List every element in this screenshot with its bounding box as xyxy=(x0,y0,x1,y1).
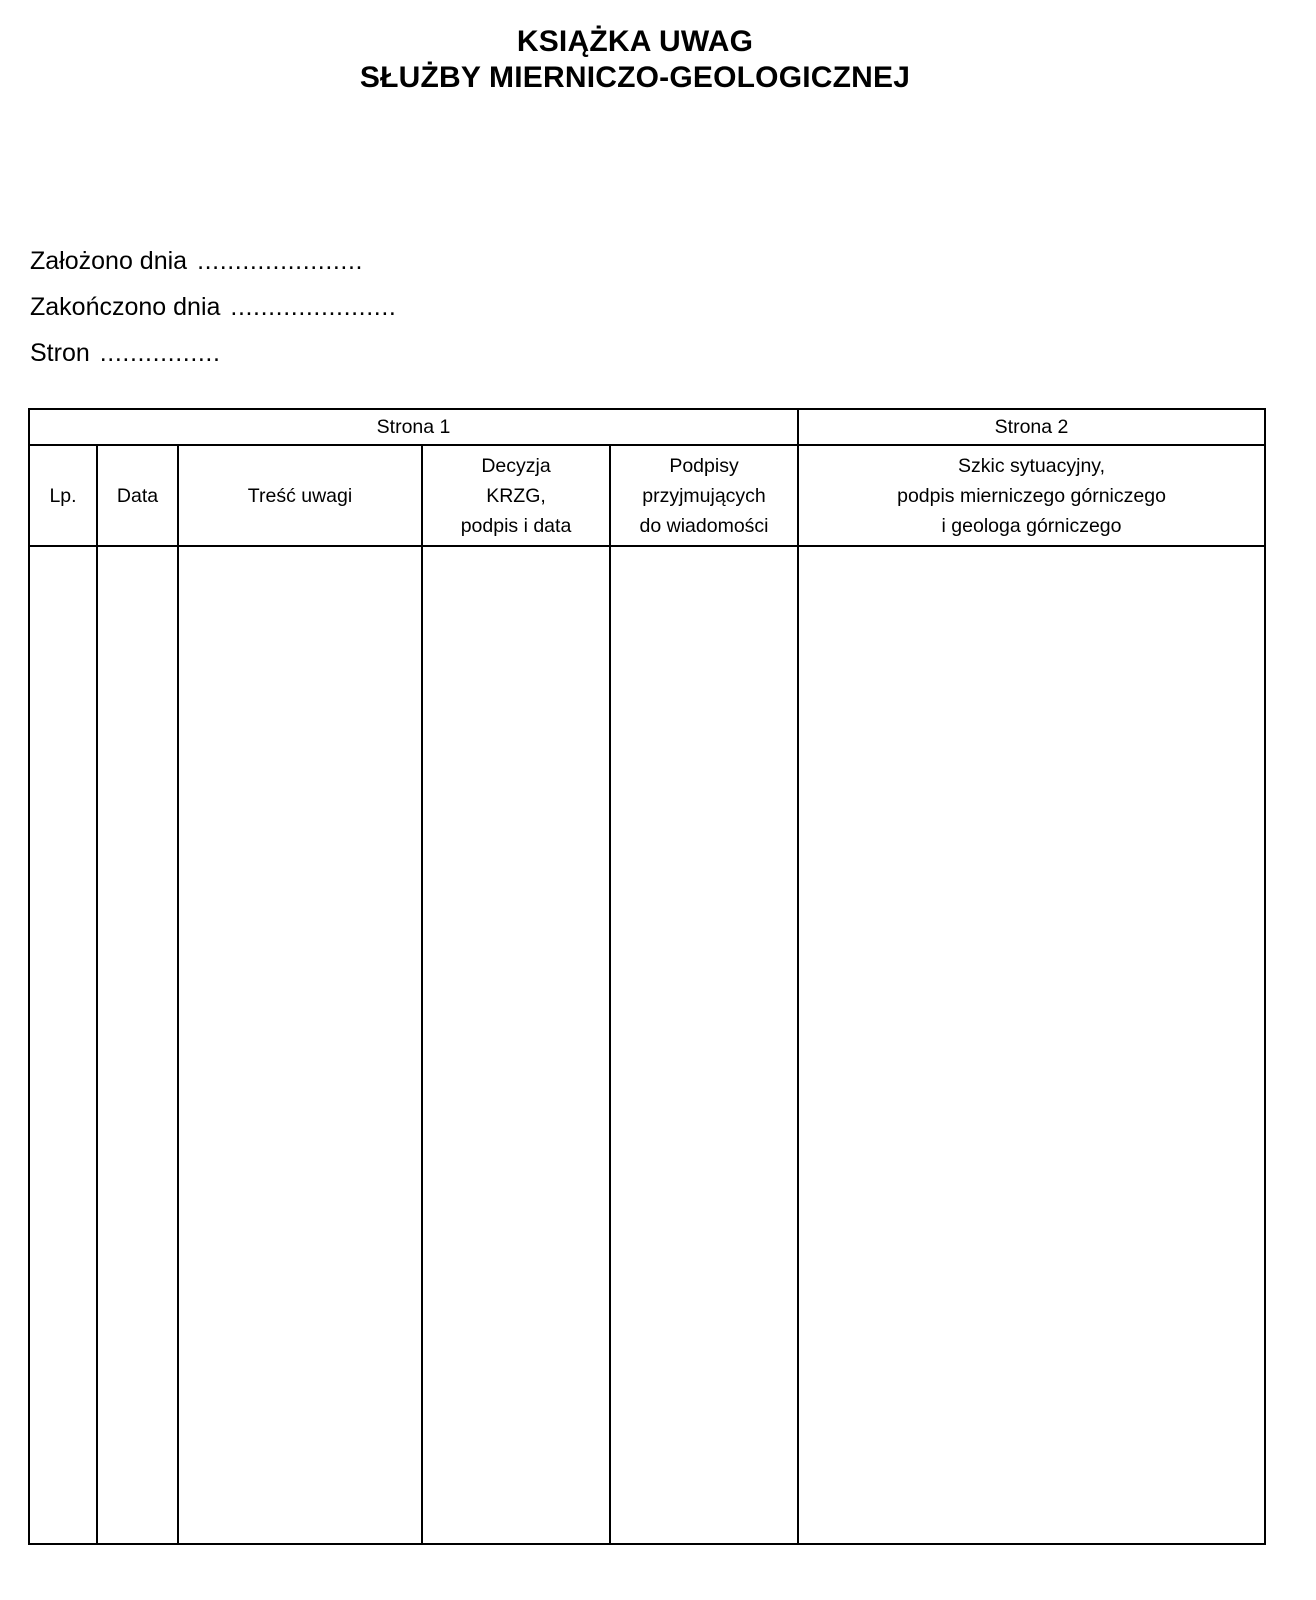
col-header-podpisy-line-1: Podpisy xyxy=(669,454,739,477)
remarks-table-grid xyxy=(30,410,1264,1543)
col-header-tresc xyxy=(178,445,422,546)
col-header-szkic-line-3: i geologa górniczego xyxy=(941,514,1122,537)
col-header-podpisy xyxy=(610,445,798,546)
col-header-decyzja-line-2: KRZG, xyxy=(486,484,546,507)
col-header-podpisy-line-2: przyjmujących xyxy=(642,484,766,507)
col-header-lp-line: Lp. xyxy=(49,484,77,507)
col-header-szkic xyxy=(798,445,1264,546)
body-cell-tresc xyxy=(178,546,422,1543)
col-header-decyzja xyxy=(422,445,610,546)
register-fields xyxy=(30,244,396,382)
col-header-tresc-line: Treść uwagi xyxy=(247,484,353,507)
field-stron xyxy=(30,336,396,382)
col-header-lp xyxy=(30,445,97,546)
col-header-podpisy-line-3: do wiadomości xyxy=(639,514,769,537)
field-zalozono-label: Założono dnia xyxy=(30,247,188,275)
col-header-decyzja-line-1: Decyzja xyxy=(481,454,551,477)
body-cell-data xyxy=(97,546,178,1543)
remarks-table xyxy=(28,408,1266,1545)
field-stron-label: Stron xyxy=(30,339,90,367)
body-cell-decyzja xyxy=(422,546,610,1543)
col-header-szkic-line-1: Szkic sytuacyjny, xyxy=(958,454,1106,477)
col-header-decyzja-line-3: podpis i data xyxy=(460,514,572,537)
field-stron-blank: ................ xyxy=(99,339,221,367)
col-header-szkic-line-2: podpis mierniczego górniczego xyxy=(897,484,1166,507)
col-header-data xyxy=(97,445,178,546)
field-zalozono xyxy=(30,244,396,290)
body-cell-lp xyxy=(30,546,97,1543)
field-zakonczono xyxy=(30,290,396,336)
section-header-row xyxy=(30,410,1264,445)
body-cell-szkic xyxy=(798,546,1264,1543)
section-strona-1: Strona 1 xyxy=(30,410,798,445)
body-cell-podpisy xyxy=(610,546,798,1543)
field-zakonczono-label: Zakończono dnia xyxy=(30,293,221,321)
document-title xyxy=(0,24,1270,96)
field-zakonczono-blank: ...................... xyxy=(230,293,397,321)
section-strona-2: Strona 2 xyxy=(798,410,1264,445)
col-header-data-line: Data xyxy=(116,484,159,507)
table-body-row xyxy=(30,546,1264,1543)
title-line-2: SŁUŻBY MIERNICZO-GEOLOGICZNEJ xyxy=(359,61,911,94)
field-zalozono-blank: ...................... xyxy=(197,247,364,275)
column-header-row xyxy=(30,445,1264,546)
title-line-1: KSIĄŻKA UWAG xyxy=(516,25,754,58)
